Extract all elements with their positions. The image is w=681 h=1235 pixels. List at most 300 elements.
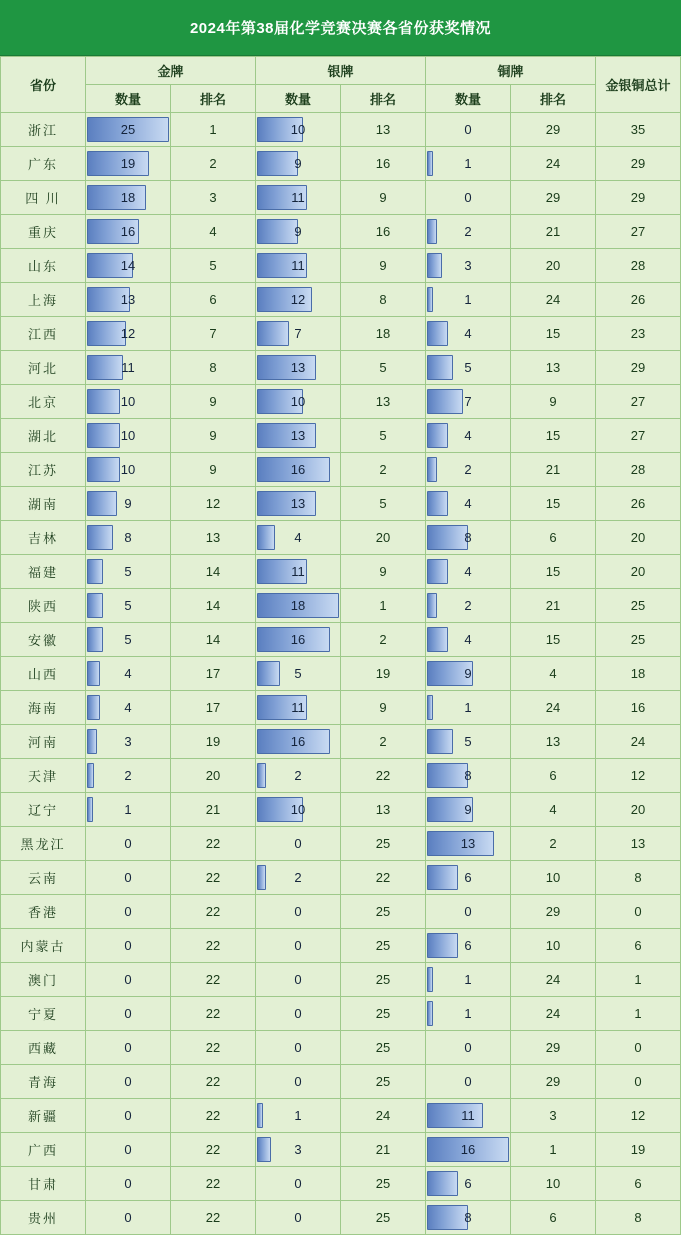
cell-gold-count-value: 1: [124, 802, 132, 817]
cell-gold-count: [86, 555, 171, 589]
cell-gold-count-value: 18: [120, 190, 136, 205]
table-row: [1, 657, 681, 691]
cell-province: 海南: [1, 691, 86, 725]
cell-total: 6: [596, 929, 681, 963]
cell-province: 贵州: [1, 1201, 86, 1235]
cell-bronze-rank: 6: [511, 759, 596, 793]
cell-province: 青海: [1, 1065, 86, 1099]
cell-bronze-count-value: 8: [464, 768, 472, 783]
table-row: [1, 1133, 681, 1167]
cell-bronze-count-value: 0: [464, 904, 472, 919]
cell-gold-count-value: 0: [124, 938, 132, 953]
cell-silver-count-value: 9: [294, 224, 302, 239]
cell-total: 8: [596, 1201, 681, 1235]
cell-total: 29: [596, 181, 681, 215]
cell-bronze-rank: 21: [511, 215, 596, 249]
table-row: [1, 929, 681, 963]
cell-gold-rank: 20: [171, 759, 256, 793]
cell-gold-rank: 12: [171, 487, 256, 521]
table-row: [1, 861, 681, 895]
table-row: [1, 1031, 681, 1065]
cell-province: 澳门: [1, 963, 86, 997]
cell-bronze-rank: 13: [511, 725, 596, 759]
cell-silver-count: [256, 827, 341, 861]
cell-province: 辽宁: [1, 793, 86, 827]
cell-silver-count: [256, 249, 341, 283]
cell-gold-count: [86, 113, 171, 147]
table-row: [1, 487, 681, 521]
cell-silver-rank: 16: [341, 215, 426, 249]
cell-gold-rank: 5: [171, 249, 256, 283]
cell-silver-count-value: 0: [294, 938, 302, 953]
cell-bronze-count-value: 1: [464, 292, 472, 307]
cell-bronze-count: [426, 929, 511, 963]
cell-gold-count: [86, 997, 171, 1031]
cell-province: 重庆: [1, 215, 86, 249]
cell-bronze-count: [426, 317, 511, 351]
cell-gold-count-value: 12: [120, 326, 136, 341]
cell-bronze-count-value: 9: [464, 666, 472, 681]
cell-bronze-count: [426, 113, 511, 147]
cell-silver-rank: 9: [341, 181, 426, 215]
cell-gold-count-value: 0: [124, 972, 132, 987]
cell-silver-count: [256, 657, 341, 691]
cell-bronze-rank: 24: [511, 283, 596, 317]
cell-total: 12: [596, 759, 681, 793]
cell-silver-count: [256, 997, 341, 1031]
cell-silver-rank: 13: [341, 793, 426, 827]
cell-silver-count-value: 12: [290, 292, 306, 307]
table-row: [1, 1167, 681, 1201]
cell-bronze-rank: 15: [511, 555, 596, 589]
cell-silver-count-value: 0: [294, 1074, 302, 1089]
cell-total: 20: [596, 793, 681, 827]
cell-province: 新疆: [1, 1099, 86, 1133]
cell-bronze-count: [426, 487, 511, 521]
cell-bronze-count: [426, 1167, 511, 1201]
cell-gold-rank: 22: [171, 1031, 256, 1065]
cell-gold-count: [86, 589, 171, 623]
cell-bronze-count-value: 6: [464, 870, 472, 885]
cell-gold-count: [86, 725, 171, 759]
cell-bronze-rank: 15: [511, 487, 596, 521]
table-head-row-1: [1, 57, 681, 85]
cell-province: 安徽: [1, 623, 86, 657]
table-row: [1, 1065, 681, 1099]
cell-gold-rank: 17: [171, 657, 256, 691]
cell-gold-count-value: 10: [120, 394, 136, 409]
cell-province: 河南: [1, 725, 86, 759]
cell-total: 25: [596, 589, 681, 623]
cell-total: 0: [596, 1031, 681, 1065]
cell-total: 18: [596, 657, 681, 691]
cell-silver-rank: 25: [341, 1031, 426, 1065]
cell-gold-count-value: 19: [120, 156, 136, 171]
cell-bronze-rank: 21: [511, 589, 596, 623]
cell-gold-count-value: 16: [120, 224, 136, 239]
cell-silver-count-value: 11: [291, 564, 305, 579]
cell-gold-count-value: 13: [120, 292, 136, 307]
cell-gold-count: [86, 895, 171, 929]
cell-bronze-rank: 15: [511, 317, 596, 351]
cell-bronze-count: [426, 691, 511, 725]
cell-gold-rank: 22: [171, 1065, 256, 1099]
cell-silver-count-value: 16: [290, 632, 306, 647]
table-row: [1, 113, 681, 147]
cell-silver-count-value: 16: [290, 734, 306, 749]
cell-gold-count: [86, 1099, 171, 1133]
cell-silver-rank: 19: [341, 657, 426, 691]
cell-bronze-count: [426, 1099, 511, 1133]
cell-silver-count: [256, 147, 341, 181]
cell-gold-count-value: 9: [124, 496, 132, 511]
table-row: [1, 147, 681, 181]
cell-silver-rank: 9: [341, 249, 426, 283]
cell-total: 26: [596, 487, 681, 521]
cell-gold-rank: 22: [171, 827, 256, 861]
cell-silver-rank: 18: [341, 317, 426, 351]
cell-silver-count: [256, 793, 341, 827]
cell-silver-count: [256, 861, 341, 895]
cell-silver-rank: 9: [341, 691, 426, 725]
cell-silver-count: [256, 929, 341, 963]
cell-bronze-rank: 6: [511, 521, 596, 555]
cell-bronze-count-value: 0: [464, 190, 472, 205]
cell-gold-count-value: 0: [124, 836, 132, 851]
cell-bronze-count-value: 1: [464, 972, 472, 987]
cell-bronze-count: [426, 861, 511, 895]
cell-silver-rank: 20: [341, 521, 426, 555]
table-row: [1, 249, 681, 283]
cell-bronze-count-value: 5: [464, 360, 472, 375]
cell-silver-rank: 25: [341, 1201, 426, 1235]
cell-silver-rank: 5: [341, 419, 426, 453]
cell-total: 23: [596, 317, 681, 351]
cell-bronze-count-value: 3: [464, 258, 472, 273]
cell-silver-rank: 22: [341, 861, 426, 895]
cell-bronze-count-value: 0: [464, 122, 472, 137]
cell-gold-count-value: 0: [124, 1040, 132, 1055]
cell-bronze-rank: 10: [511, 929, 596, 963]
cell-bronze-count: [426, 759, 511, 793]
cell-total: 1: [596, 963, 681, 997]
table-row: [1, 419, 681, 453]
cell-province: 云南: [1, 861, 86, 895]
cell-silver-count-value: 1: [294, 1108, 302, 1123]
cell-gold-count: [86, 1133, 171, 1167]
cell-silver-rank: 2: [341, 725, 426, 759]
col-header-total: 金银铜总计: [596, 57, 681, 113]
cell-province: 浙江: [1, 113, 86, 147]
cell-silver-rank: 25: [341, 997, 426, 1031]
cell-bronze-count-value: 7: [464, 394, 472, 409]
cell-gold-rank: 4: [171, 215, 256, 249]
cell-silver-count-value: 5: [294, 666, 302, 681]
cell-gold-count: [86, 487, 171, 521]
table-row: [1, 589, 681, 623]
cell-silver-count: [256, 1065, 341, 1099]
cell-bronze-rank: 20: [511, 249, 596, 283]
cell-total: 13: [596, 827, 681, 861]
cell-silver-count-value: 16: [290, 462, 306, 477]
cell-silver-count: [256, 487, 341, 521]
cell-total: 26: [596, 283, 681, 317]
cell-gold-count: [86, 283, 171, 317]
cell-gold-count-value: 10: [120, 428, 136, 443]
cell-silver-count-value: 11: [291, 700, 305, 715]
cell-silver-rank: 2: [341, 453, 426, 487]
cell-total: 20: [596, 555, 681, 589]
table-row: [1, 759, 681, 793]
cell-gold-rank: 9: [171, 419, 256, 453]
cell-bronze-count-value: 1: [464, 156, 472, 171]
cell-bronze-count: [426, 657, 511, 691]
cell-silver-count-value: 13: [290, 360, 306, 375]
cell-gold-count-value: 10: [120, 462, 136, 477]
cell-silver-count-value: 7: [294, 326, 302, 341]
cell-silver-rank: 2: [341, 623, 426, 657]
cell-gold-count-value: 5: [124, 598, 132, 613]
cell-bronze-rank: 4: [511, 793, 596, 827]
cell-silver-count: [256, 555, 341, 589]
cell-province: 上海: [1, 283, 86, 317]
cell-total: 27: [596, 385, 681, 419]
table-row: [1, 555, 681, 589]
cell-gold-rank: 22: [171, 861, 256, 895]
cell-silver-count: [256, 283, 341, 317]
cell-bronze-count-value: 0: [464, 1040, 472, 1055]
cell-gold-count-value: 0: [124, 1006, 132, 1021]
cell-silver-rank: 13: [341, 113, 426, 147]
cell-silver-rank: 25: [341, 1065, 426, 1099]
cell-bronze-rank: 29: [511, 1065, 596, 1099]
cell-province: 陕西: [1, 589, 86, 623]
cell-silver-count: [256, 1133, 341, 1167]
cell-total: 29: [596, 147, 681, 181]
cell-gold-count: [86, 249, 171, 283]
cell-silver-count: [256, 691, 341, 725]
cell-silver-count: [256, 351, 341, 385]
cell-bronze-count: [426, 827, 511, 861]
cell-bronze-rank: 10: [511, 861, 596, 895]
cell-bronze-rank: 24: [511, 147, 596, 181]
cell-gold-count-value: 25: [120, 122, 136, 137]
cell-silver-count-value: 0: [294, 904, 302, 919]
cell-bronze-count-value: 8: [464, 530, 472, 545]
cell-gold-rank: 22: [171, 1201, 256, 1235]
cell-bronze-count: [426, 1065, 511, 1099]
cell-silver-rank: 25: [341, 963, 426, 997]
cell-bronze-count: [426, 1201, 511, 1235]
cell-bronze-rank: 10: [511, 1167, 596, 1201]
cell-bronze-rank: 15: [511, 419, 596, 453]
cell-silver-count: [256, 1167, 341, 1201]
cell-silver-count-value: 2: [294, 768, 302, 783]
cell-silver-count: [256, 317, 341, 351]
cell-silver-rank: 22: [341, 759, 426, 793]
cell-bronze-count: [426, 453, 511, 487]
cell-silver-count-value: 0: [294, 972, 302, 987]
cell-gold-count-value: 11: [121, 360, 135, 375]
cell-silver-count-value: 0: [294, 1040, 302, 1055]
table-row: [1, 895, 681, 929]
cell-gold-rank: 7: [171, 317, 256, 351]
table-body: [1, 113, 681, 1235]
cell-gold-rank: 17: [171, 691, 256, 725]
table-row: [1, 691, 681, 725]
cell-bronze-count: [426, 351, 511, 385]
cell-silver-count-value: 10: [290, 122, 306, 137]
table-row: [1, 827, 681, 861]
cell-province: 天津: [1, 759, 86, 793]
cell-silver-count-value: 18: [290, 598, 306, 613]
cell-bronze-count: [426, 249, 511, 283]
cell-gold-count: [86, 759, 171, 793]
cell-silver-count: [256, 725, 341, 759]
cell-bronze-rank: 2: [511, 827, 596, 861]
table-row: [1, 215, 681, 249]
cell-bronze-count-value: 4: [464, 632, 472, 647]
cell-province: 甘肃: [1, 1167, 86, 1201]
cell-gold-count: [86, 657, 171, 691]
cell-gold-count-value: 5: [124, 632, 132, 647]
cell-silver-rank: 5: [341, 351, 426, 385]
cell-silver-rank: 25: [341, 929, 426, 963]
cell-gold-count-value: 0: [124, 1108, 132, 1123]
cell-gold-rank: 22: [171, 997, 256, 1031]
cell-silver-count: [256, 963, 341, 997]
table-row: [1, 385, 681, 419]
cell-silver-rank: 25: [341, 1167, 426, 1201]
cell-silver-count: [256, 453, 341, 487]
cell-total: 27: [596, 419, 681, 453]
cell-gold-count: [86, 1065, 171, 1099]
cell-bronze-rank: 13: [511, 351, 596, 385]
cell-gold-count: [86, 691, 171, 725]
table-row: [1, 351, 681, 385]
cell-bronze-count-value: 4: [464, 326, 472, 341]
cell-silver-count-value: 10: [290, 394, 306, 409]
cell-bronze-count: [426, 555, 511, 589]
cell-silver-rank: 9: [341, 555, 426, 589]
cell-bronze-rank: 15: [511, 623, 596, 657]
col-header-gold-rank: 排名: [171, 85, 256, 113]
cell-silver-count: [256, 215, 341, 249]
table-head-row-2: [1, 85, 681, 113]
cell-gold-count: [86, 1031, 171, 1065]
cell-silver-count-value: 13: [290, 496, 306, 511]
cell-province: 湖北: [1, 419, 86, 453]
cell-province: 广东: [1, 147, 86, 181]
cell-gold-count: [86, 181, 171, 215]
cell-gold-rank: 6: [171, 283, 256, 317]
cell-gold-count: [86, 793, 171, 827]
cell-province: 北京: [1, 385, 86, 419]
cell-silver-count: [256, 385, 341, 419]
cell-silver-rank: 8: [341, 283, 426, 317]
table-row: [1, 963, 681, 997]
cell-province: 黑龙江: [1, 827, 86, 861]
cell-total: 6: [596, 1167, 681, 1201]
cell-bronze-count: [426, 419, 511, 453]
cell-silver-count: [256, 589, 341, 623]
cell-province: 广西: [1, 1133, 86, 1167]
cell-province: 吉林: [1, 521, 86, 555]
cell-total: 25: [596, 623, 681, 657]
col-group-bronze: 铜牌: [426, 57, 596, 85]
cell-gold-count: [86, 623, 171, 657]
cell-gold-rank: 2: [171, 147, 256, 181]
cell-gold-count: [86, 385, 171, 419]
table-row: [1, 283, 681, 317]
cell-gold-count: [86, 419, 171, 453]
cell-bronze-count-value: 4: [464, 564, 472, 579]
cell-province: 江西: [1, 317, 86, 351]
cell-gold-rank: 14: [171, 589, 256, 623]
cell-silver-count-value: 0: [294, 1176, 302, 1191]
cell-total: 1: [596, 997, 681, 1031]
col-group-silver: 银牌: [256, 57, 426, 85]
cell-bronze-count: [426, 1031, 511, 1065]
cell-bronze-count: [426, 725, 511, 759]
cell-gold-rank: 13: [171, 521, 256, 555]
cell-gold-count: [86, 215, 171, 249]
cell-gold-rank: 14: [171, 623, 256, 657]
cell-total: 27: [596, 215, 681, 249]
cell-total: 12: [596, 1099, 681, 1133]
cell-bronze-count: [426, 589, 511, 623]
cell-bronze-count: [426, 895, 511, 929]
cell-bronze-rank: 1: [511, 1133, 596, 1167]
cell-gold-rank: 19: [171, 725, 256, 759]
cell-gold-count-value: 0: [124, 1210, 132, 1225]
table-row: [1, 181, 681, 215]
cell-silver-count: [256, 1201, 341, 1235]
cell-silver-count: [256, 1099, 341, 1133]
cell-bronze-count-value: 2: [464, 598, 472, 613]
cell-silver-rank: 25: [341, 895, 426, 929]
cell-bronze-count-value: 2: [464, 224, 472, 239]
cell-silver-count-value: 9: [294, 156, 302, 171]
cell-gold-rank: 14: [171, 555, 256, 589]
cell-gold-count-value: 3: [124, 734, 132, 749]
cell-gold-rank: 8: [171, 351, 256, 385]
cell-gold-rank: 22: [171, 963, 256, 997]
cell-bronze-count-value: 4: [464, 496, 472, 511]
cell-gold-count-value: 0: [124, 904, 132, 919]
cell-bronze-count: [426, 385, 511, 419]
table-row: [1, 725, 681, 759]
cell-gold-rank: 22: [171, 1167, 256, 1201]
cell-bronze-rank: 24: [511, 963, 596, 997]
cell-gold-rank: 22: [171, 895, 256, 929]
cell-bronze-count: [426, 793, 511, 827]
cell-bronze-count: [426, 623, 511, 657]
cell-bronze-count-value: 4: [464, 428, 472, 443]
cell-total: 24: [596, 725, 681, 759]
cell-province: 内蒙古: [1, 929, 86, 963]
cell-province: 江苏: [1, 453, 86, 487]
cell-gold-count-value: 5: [124, 564, 132, 579]
cell-total: 29: [596, 351, 681, 385]
cell-bronze-rank: 29: [511, 113, 596, 147]
cell-gold-count: [86, 147, 171, 181]
table-row: [1, 997, 681, 1031]
cell-gold-count-value: 0: [124, 1142, 132, 1157]
cell-silver-count-value: 10: [290, 802, 306, 817]
cell-silver-count-value: 11: [291, 258, 305, 273]
cell-bronze-count-value: 1: [464, 700, 472, 715]
